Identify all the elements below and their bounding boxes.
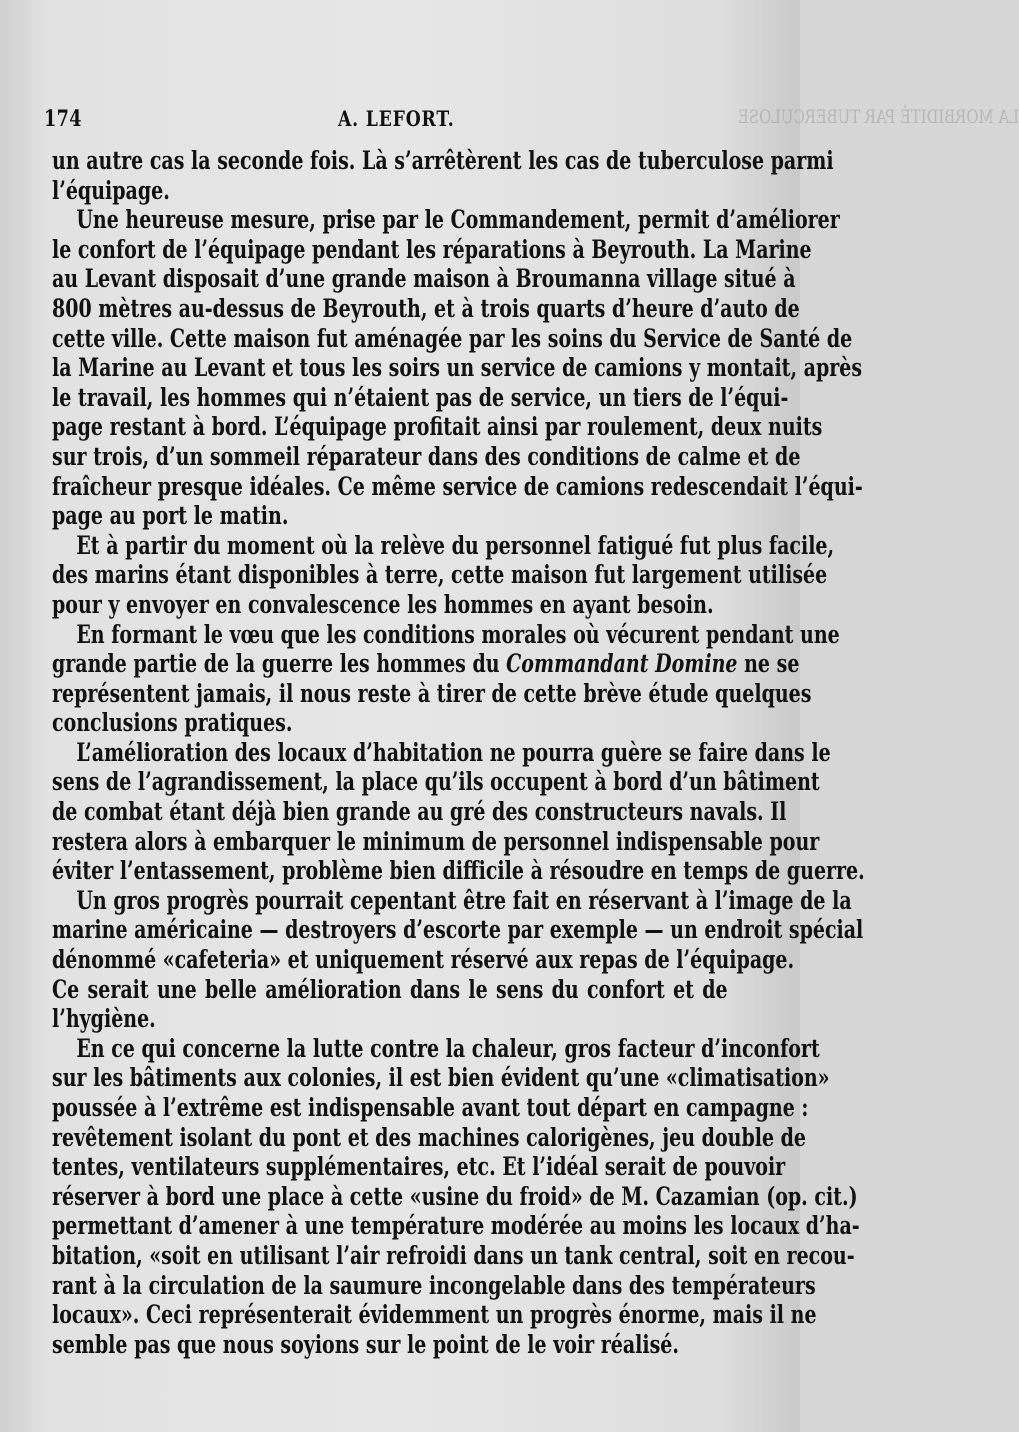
text-line — [52, 975, 728, 1005]
text-line-content: page au port le matin. — [52, 501, 289, 531]
text-line-content: En ce qui concerne la lutte contre la chaleur, gros facteur d’inconfort — [76, 1033, 820, 1063]
text-line-content: conclusions pratiques. — [52, 708, 293, 738]
text-line-content: dénommé «cafeteria» et uniquement réservé aux repas de l’équipage. — [52, 945, 795, 975]
text-line-content: sur les bâtiments aux colonies, il est bien évident qu’une «climatisation» — [52, 1063, 830, 1093]
text-line — [52, 856, 865, 886]
text-line-content: restera alors à embarquer le minimum de personnel indispensable pour — [52, 826, 820, 856]
text-line — [52, 1330, 728, 1360]
text-line — [52, 590, 728, 620]
text-line-content: éviter l’entassement, problème bien difficile à résoudre en temps de guerre. — [52, 856, 865, 886]
text-line — [52, 293, 800, 324]
text-line — [52, 1240, 855, 1271]
text-line — [52, 767, 820, 797]
text-line — [52, 1004, 728, 1034]
text-line-content: permettant d’amener à une température modérée au moins les locaux d’ha- — [52, 1211, 860, 1241]
text-line-content: grande partie de la guerre les hommes du — [52, 649, 507, 679]
text-line-content: le travail, les hommes qui n’étaient pas de service, un tiers de l’équi- — [52, 382, 789, 412]
text-line-content: de combat étant déjà bien grande au gré des constructeurs navals. Il — [52, 797, 787, 827]
text-line — [52, 1270, 816, 1301]
text-line — [52, 1033, 820, 1064]
running-head: A. LEFORT. — [338, 106, 455, 131]
text-line-content: sens de l’agrandissement, la place qu’ils occupent à bord d’un bâtiment — [52, 767, 820, 797]
text-line-content: le confort de l’équipage pendant les réparations à Beyrouth. La Marine — [52, 234, 812, 264]
text-line-content: Ce serait une belle amélioration dans le sens du confort et de — [52, 974, 728, 1004]
text-line-content: semble pas que nous soyions sur le point de le voir réalisé. — [52, 1329, 679, 1359]
text-line — [52, 708, 728, 738]
text-line-content: fraîcheur presque idéales. Ce même service de camions redescendait l’équi- — [52, 471, 863, 501]
text-line-content: représentent jamais, il nous reste à tirer de cette brève étude quelques — [52, 678, 812, 708]
text-line — [52, 471, 863, 502]
text-line-content: cette ville. Cette maison fut aménagée par les soins du Service de Santé de — [52, 323, 853, 353]
text-line-content: sur trois, d’un sommeil réparateur dans des conditions de calme et de — [52, 441, 801, 471]
text-line — [52, 1122, 807, 1153]
text-line-content: locaux». Ceci représenterait évidemment un progrès énorme, mais il ne — [52, 1300, 817, 1330]
text-line — [52, 1211, 860, 1241]
text-line-content: marine américaine — destroyers d’escorte par exemple — un endroit spécial — [52, 915, 864, 945]
text-line — [52, 382, 789, 413]
text-line — [52, 1300, 817, 1330]
text-line-content: au Levant disposait d’une grande maison à Broumanna village situé à — [52, 264, 796, 294]
text-line — [52, 1063, 830, 1093]
text-line — [52, 205, 840, 235]
text-line — [52, 323, 853, 354]
text-line-tail: ne se — [737, 649, 800, 679]
bleed-through-text: LA MORBIDITÉ PAR TUBERCULOSE — [738, 106, 1019, 128]
text-line — [52, 945, 795, 975]
text-line — [52, 1181, 858, 1212]
text-line-content: Une heureuse mesure, prise par le Commandement, permit d’améliorer — [76, 205, 840, 235]
text-line — [52, 797, 787, 827]
text-line-content: réserver à bord une place à cette «usine du froid» de M. Cazamian (op. cit.) — [52, 1181, 858, 1211]
page-number: 174 — [44, 106, 82, 132]
text-line — [52, 885, 852, 916]
text-line — [52, 737, 831, 768]
text-line-content: page restant à bord. L’équipage profitait ainsi par roulement, deux nuits — [52, 412, 823, 442]
text-line-content: la Marine au Levant et tous les soirs un service de camions y montait, après — [52, 353, 863, 383]
text-line-content: poussée à l’extrême est indispensable avant tout départ en campagne : — [52, 1093, 809, 1122]
text-line — [52, 264, 796, 294]
text-line — [52, 678, 812, 709]
text-line-content: Et à partir du moment où la relève du personnel fatigué fut plus facile, — [76, 530, 835, 560]
text-line-content: 800 mètres au-dessus de Beyrouth, et à trois quarts d’heure d’auto de — [52, 293, 800, 323]
text-line — [52, 826, 820, 857]
text-line — [52, 1152, 786, 1182]
text-line-content: un autre cas la seconde fois. Là s’arrêtèrent les cas de tuberculose parmi — [52, 146, 834, 175]
text-line-content: pour y envoyer en convalescence les hommes en ayant besoin. — [52, 589, 714, 619]
text-line — [52, 560, 828, 590]
text-line-content: En formant le vœu que les conditions morales où vécurent pendant une — [76, 619, 840, 649]
text-line — [52, 353, 863, 383]
body-text — [52, 146, 865, 1359]
text-line-content: L’amélioration des locaux d’habitation ne pourra guère se faire dans le — [76, 737, 831, 767]
text-line-content: bitation, «soit en utilisant l’air refroidi dans un tank central, soit en recou- — [52, 1240, 855, 1270]
text-line-content: l’hygiène. — [52, 1004, 156, 1034]
text-line — [52, 176, 728, 206]
text-line-content: rant à la circulation de la saumure incongelable dans des températeurs — [52, 1270, 816, 1300]
text-line-content: revêtement isolant du pont et des machines calorigènes, jeu double de — [52, 1122, 807, 1152]
italic-ship-name: Commandant Domine — [506, 649, 738, 679]
text-line — [52, 619, 840, 650]
text-line-content: tentes, ventilateurs supplémentaires, etc. Et l’idéal serait de pouvoir — [52, 1152, 786, 1182]
text-line-content: des marins étant disponibles à terre, cette maison fut largement utilisée — [52, 560, 828, 590]
text-line — [52, 915, 864, 945]
text-line — [52, 1093, 809, 1123]
text-line — [52, 501, 728, 531]
text-line-content: l’équipage. — [52, 175, 170, 205]
page-header — [44, 92, 1019, 132]
text-line — [52, 441, 801, 472]
text-line-content: Un gros progrès pourrait cepentant être fait en réservant à l’image de la — [76, 885, 852, 915]
text-line — [52, 412, 823, 442]
text-line — [52, 649, 800, 679]
text-line — [52, 146, 834, 176]
text-line — [52, 234, 812, 265]
text-line — [52, 530, 835, 561]
